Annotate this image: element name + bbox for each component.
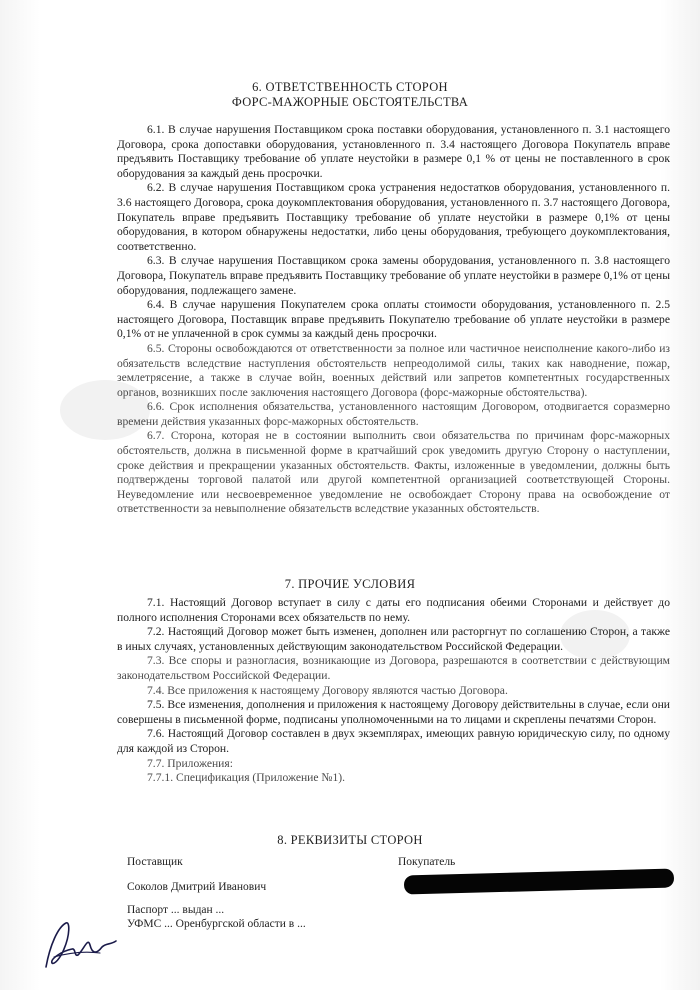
clause-7-4: 7.4. Все приложения к настоящему Договору являются частью Договора. [147,683,508,697]
section-8-title: 8. РЕКВИЗИТЫ СТОРОН [277,833,423,847]
passport-line-1: Паспорт ... выдан ... [127,904,225,916]
supplier-passport [127,903,417,931]
section-6-body [117,123,670,561]
clause-6-2: 6.2. В случае нарушения Поставщиком срока устранения недостатков оборудования, установленного п. 3.6 настоящего Договора, срока доукомплектования оборудования, установленного п. 3.7 настоящего Договора, Покупатель вправе предъявить Поставщику требование об уплате неустойки в размере 0,1% от цены оборудования, в котором обнаружены недостатки, либо цены оборудования, требующего доукомплектования, соответственно. [117,181,670,253]
clause-6-6: 6.6. Срок исполнения обязательства, установленного настоящим Договором, отодвигается соразмерно времени действия указанных форс-мажорных обстоятельств. [117,400,670,428]
clause-7-3: 7.3. Все споры и разногласия, возникающие из Договора, разрешаются в соответствии с действующим законодательством Российской Федерации. [117,654,670,682]
clause-6-1: 6.1. В случае нарушения Поставщиком срока поставки оборудования, установленного п. 3.1 настоящего Договора, срока допоставки оборудования, установленного п. 3.4 настоящего Договора Покупатель вправе предъявить Поставщику требование об уплате неустойки в размере 0,1 % от цены не поставленного в срок оборудования за каждый день просрочки. [117,123,670,180]
clause-6-4: 6.4. В случае нарушения Покупателем срока оплаты стоимости оборудования, установленного п. 2.5 настоящего Договора, Поставщик вправе предъявить Покупателю требование об уплате неустойки в размере 0,1% от не уплаченной в срок суммы за каждый день просрочки. [117,298,670,341]
section-6-subtitle: ФОРС-МАЖОРНЫЕ ОБСТОЯТЕЛЬСТВА [231,95,469,109]
handwritten-signature [40,915,120,975]
section-6-title: 6. ОТВЕТСТВЕННОСТЬ СТОРОН [252,80,448,94]
clause-6-5: 6.5. Стороны освобождаются от ответственности за полное или частичное неисполнение какого-либо из обязательств вследствие наступления обстоятельств непреодолимой силы, таких как наводнение, пожар, землетрясение, а также в случае войн, военных действий или запретов компетентных государственных органов, возникших после заключения настоящего Договора (форс-мажорные обстоятельства). [117,341,670,399]
clause-7-5: 7.5. Все изменения, дополнения и приложения к настоящему Договору действительны в случае, если они совершены в письменной форме, подписаны уполномоченными на то лицами и скреплены печатями Сторон. [117,698,670,726]
clause-7-6: 7.6. Настоящий Договор составлен в двух экземплярах, имеющих равную юридическую силу, по одному для каждой из Сторон. [117,727,670,755]
supplier-name: Соколов Дмитрий Иванович [127,881,267,893]
redaction-bar [404,868,674,894]
clause-7-2: 7.2. Настоящий Договор может быть изменен, дополнен или расторгнут по соглашению Сторон, а также в иных случаях, установленных действующим законодательством Российской Федерации. [117,625,670,653]
section-7-title: 7. ПРОЧИЕ УСЛОВИЯ [284,577,416,591]
clause-6-7: 6.7. Сторона, которая не в состоянии выполнить свои обязательства по причинам форс-мажорных обстоятельств, должна в письменной форме в кратчайший срок уведомить другую Сторону о наступлении, сроке действия и прекращении указанных обстоятельств. Факты, изложенные в уведомлении, должны быть подтверждены торговой палатой или другой компетентной организацией соответствующей Стороны. Неуведомление или несвоевременное уведомление не освобождает Сторону права на освобождение от ответственности за невыполнение обязательств вследствие указанных обстоятельств. [117,429,670,516]
supplier-label: Поставщик [127,856,183,868]
clause-7-7-1: 7.7.1. Спецификация (Приложение №1). [147,771,346,785]
section-7-body [117,596,670,821]
buyer-label: Покупатель [398,856,456,868]
passport-line-2: УФМС ... Оренбургской области в ... [127,918,306,930]
clause-7-1: 7.1. Настоящий Договор вступает в силу с даты его подписания обеими Сторонами и действует до полного исполнения Сторонами всех обязательств по нему. [117,596,670,624]
clause-7-7: 7.7. Приложения: [147,756,233,770]
clause-6-3: 6.3. В случае нарушения Поставщиком срока замены оборудования, установленного п. 3.8 настоящего Договора, Покупатель вправе предъявить Поставщику требование об уплате неустойки в размере 0,1% от цены оборудования, подлежащего замене. [117,254,670,297]
